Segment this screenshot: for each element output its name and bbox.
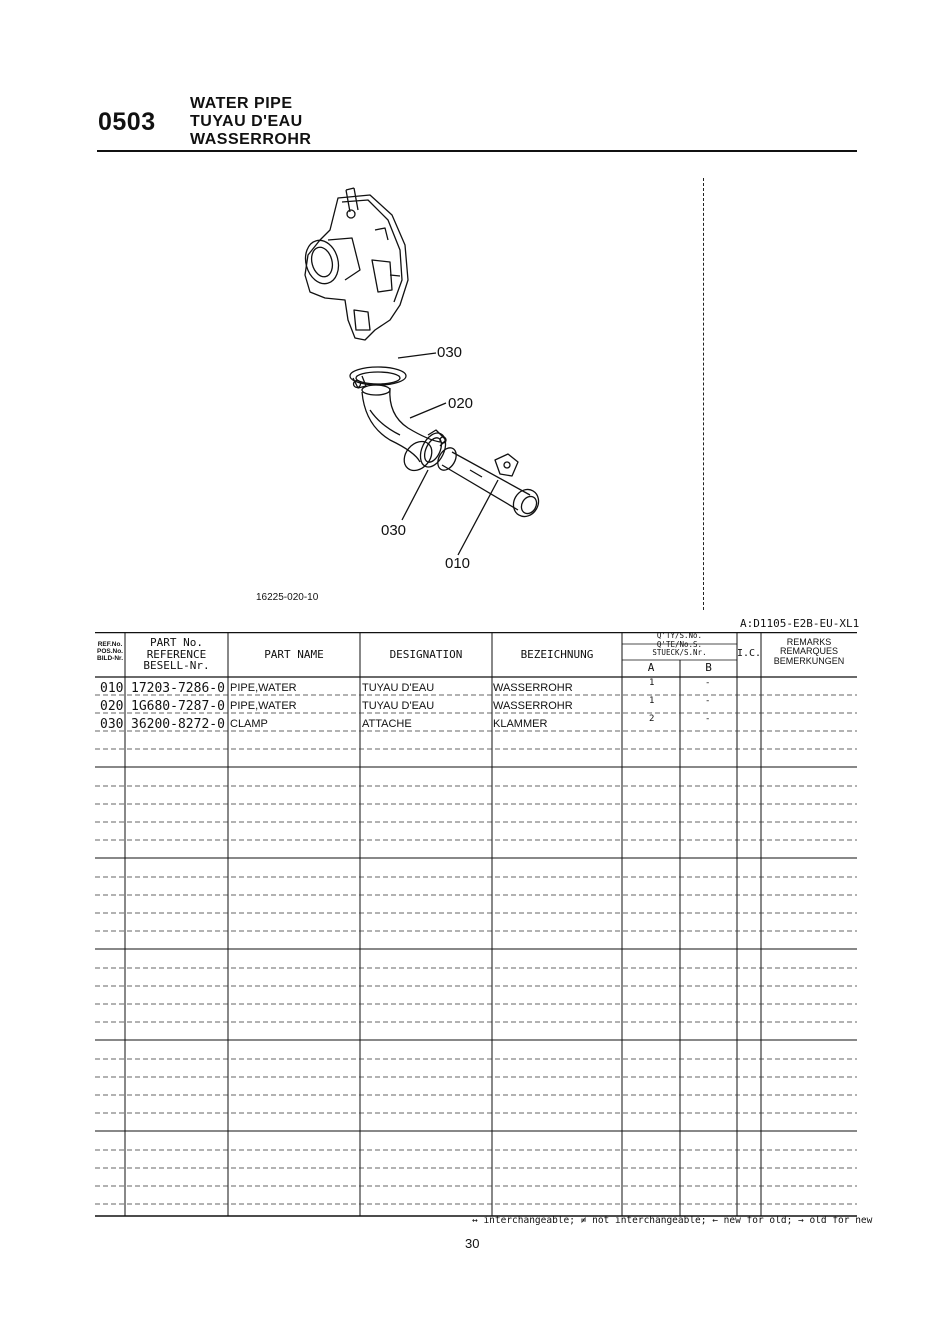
header-part-no: PART No. REFERENCE BESELL-Nr.: [143, 636, 210, 673]
row-3-part-name: CLAMP: [230, 718, 268, 730]
header-part-name: PART NAME: [264, 648, 324, 661]
row-1-bezeichnung: WASSERROHR: [493, 682, 573, 694]
row-1-qty-a: 1: [649, 678, 655, 688]
row-3-part-number: 36200-8272-0: [131, 717, 225, 732]
row-2-designation: TUYAU D'EAU: [362, 700, 435, 712]
header-quantity: Q'TY/S.No. Q'TE/No.S. STUECK/S.Nr.: [652, 631, 707, 658]
water-pump-housing: [301, 188, 408, 340]
row-3-bezeichnung: KLAMMER: [493, 718, 548, 730]
row-3-ref: 030: [100, 717, 124, 732]
water-pipe-010: [434, 445, 543, 522]
row-2-ref: 020: [100, 699, 124, 714]
header-ref-no: REF.No. POS.No. BILD-Nr.: [96, 641, 123, 662]
row-2-qty-a: 1: [649, 696, 655, 706]
row-2-part-number: 1G680-7287-0: [131, 699, 225, 714]
header-remarks: REMARKS REMARQUES BEMERKUNGEN: [773, 637, 845, 666]
header-qty-a: A: [647, 661, 655, 674]
header-ic: I.C.: [737, 648, 762, 659]
section-number: 0503: [98, 108, 156, 136]
model-code: A:D1105-E2B-EU-XL1: [740, 617, 860, 630]
row-3-designation: ATTACHE: [362, 718, 412, 730]
title-german: WASSERROHR: [190, 131, 312, 148]
header-qty-b: B: [705, 661, 712, 674]
row-1-part-name: PIPE,WATER: [230, 682, 297, 694]
parts-table: [95, 632, 857, 1217]
row-1-designation: TUYAU D'EAU: [362, 682, 435, 694]
page-number: 30: [465, 1236, 480, 1251]
callout-010: 010: [445, 555, 471, 572]
header-designation: DESIGNATION: [389, 648, 463, 661]
row-2-bezeichnung: WASSERROHR: [493, 700, 573, 712]
header-bezeichnung: BEZEICHNUNG: [520, 648, 594, 661]
callout-020: 020: [448, 395, 474, 412]
title-french: TUYAU D'EAU: [190, 113, 303, 130]
drawing-number: 16225-020-10: [256, 592, 319, 603]
row-1-ref: 010: [100, 681, 124, 696]
callout-030-upper: 030: [437, 344, 463, 361]
exploded-parts-diagram: [250, 180, 570, 580]
divider-dashed: [703, 178, 704, 610]
callout-030-lower: 030: [381, 522, 407, 539]
row-3-qty-a: 2: [649, 714, 655, 724]
interchangeability-legend: ↔ interchangeable; ≠ not interchangeable; ← new for old; → old for new: [472, 1215, 873, 1226]
title-english: WATER PIPE: [190, 95, 293, 112]
row-2-part-name: PIPE,WATER: [230, 700, 297, 712]
row-2-qty-b: -: [705, 696, 711, 706]
row-3-qty-b: -: [705, 714, 711, 724]
row-1-qty-b: -: [705, 678, 711, 688]
row-1-part-number: 17203-7286-0: [131, 681, 225, 696]
header-rule: [97, 150, 857, 152]
